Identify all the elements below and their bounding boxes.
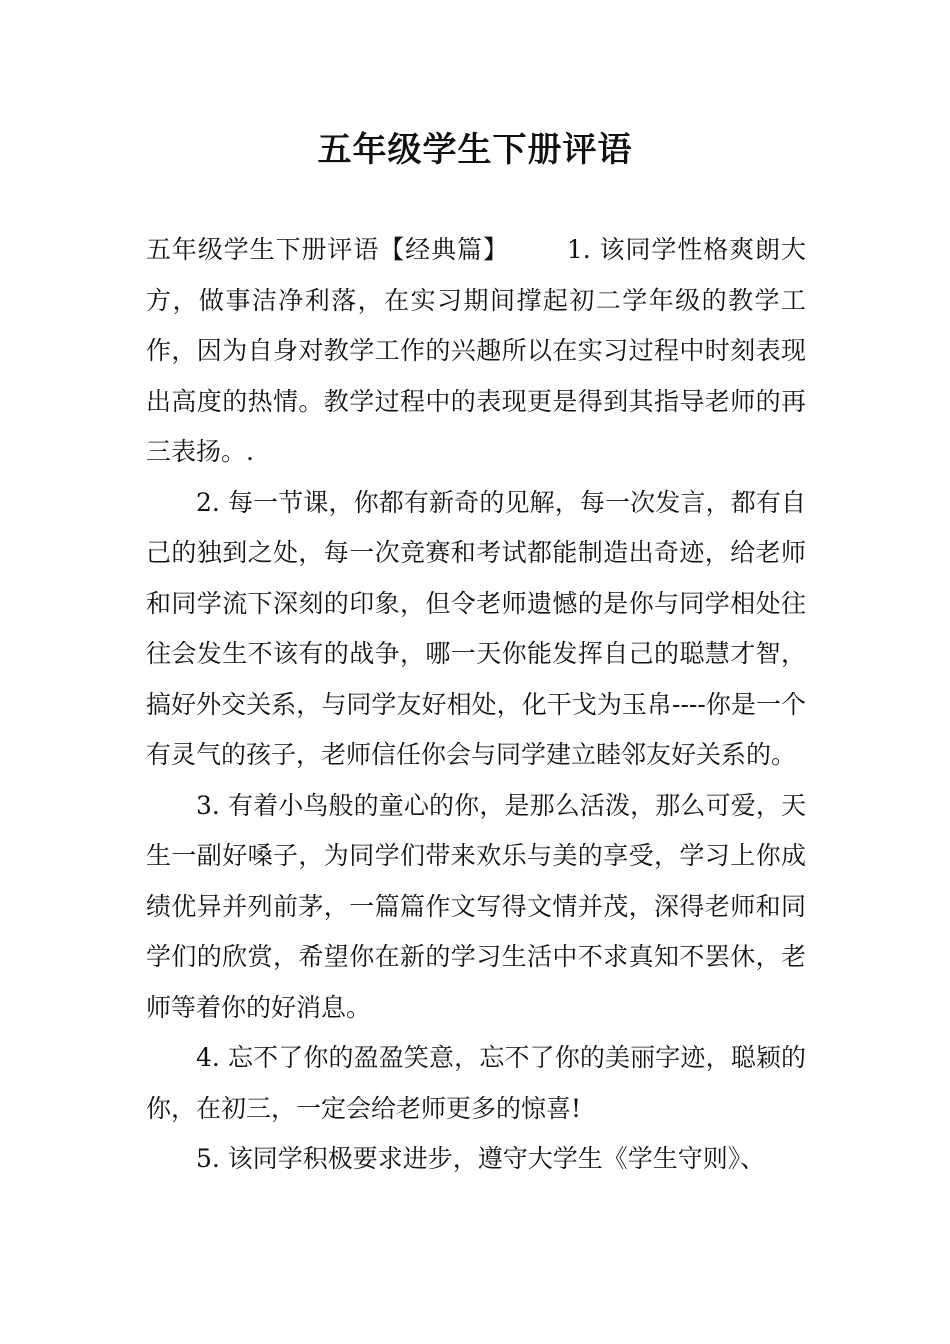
document-body xyxy=(146,225,806,1185)
paragraph-4: 4. 忘不了你的盈盈笑意，忘不了你的美丽字迹，聪颖的你，在初三，一定会给老师更多的惊喜! xyxy=(146,1043,806,1123)
intro-heading: 五年级学生下册评语【经典篇】 xyxy=(146,235,509,264)
paragraph-2: 2. 每一节课，你都有新奇的见解，每一次发言，都有自己的独到之处，每一次竞赛和考试都能制造出奇迹，给老师和同学流下深刻的印象，但令老师遗憾的是你与同学相处往往会发生不该有的战争，哪一天你能发挥自己的聪慧才智，搞好外交关系，与同学友好相处，化干戈为玉帛----你是一个有灵气的孩子，老师信任你会与同学建立睦邻友好关系的。 xyxy=(146,487,806,769)
paragraph-3: 3. 有着小鸟般的童心的你，是那么活泼，那么可爱，天生一副好嗓子，为同学们带来欢乐与美的享受，学习上你成绩优异并列前茅，一篇篇作文写得文情并茂，深得老师和同学们的欣赏，希望你在新的学习生活中不求真知不罢休，老师等着你的好消息。 xyxy=(146,790,806,1022)
paragraph-1-text: 1. 该同学性格爽朗大方，做事洁净利落，在实习期间撑起初二学年级的教学工作，因为自身对教学工作的兴趣所以在实习过程中时刻表现出高度的热情。教学过程中的表现更是得到其指导老师的再三表扬。. xyxy=(146,235,806,466)
paragraph-1 xyxy=(146,225,806,478)
paragraph-5: 5. 该同学积极要求进步，遵守大学生《学生守则》、 xyxy=(196,1144,766,1173)
page-title: 五年级学生下册评语 xyxy=(317,130,633,170)
